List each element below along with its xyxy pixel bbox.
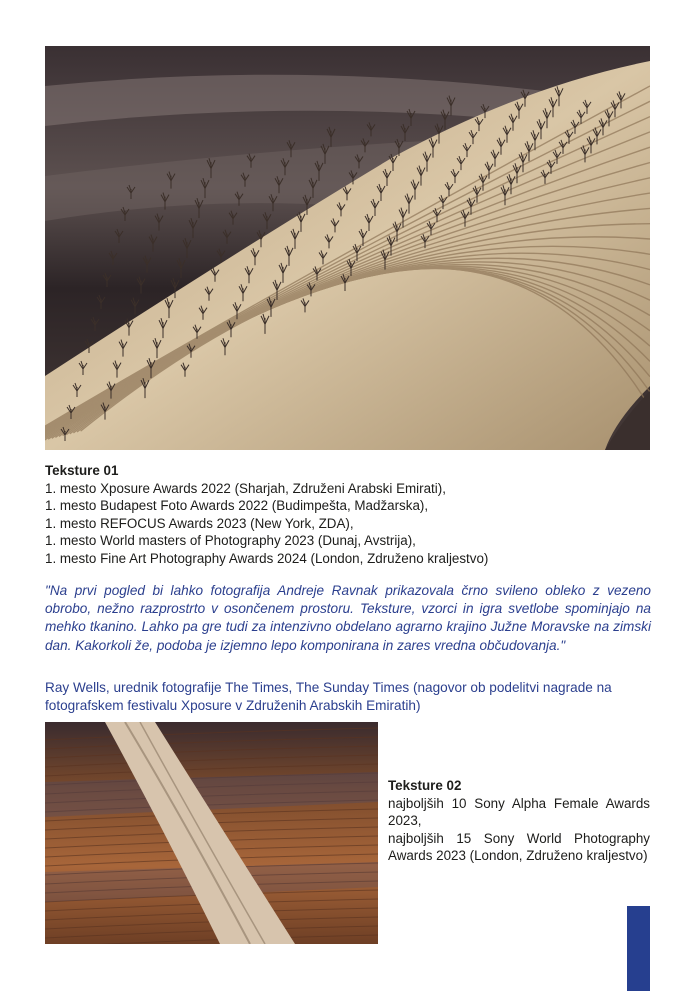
- award-line: 1. mesto World masters of Photography 2023 (Dunaj, Avstrija),: [45, 533, 416, 549]
- award-line: 1. mesto Xposure Awards 2022 (Sharjah, Združeni Arabski Emirati),: [45, 480, 446, 496]
- caption-teksture-01: [45, 462, 655, 568]
- quote: "Na prvi pogled bi lahko fotografija Andreje Ravnak prikazovala črno svileno obleko z vezeno obrobo, nežno razprostrto v osončenem prostoru. Teksture, vzorci in igra svetlobe spominjajo na mehko tkanino. Lahko pa gre tudi za intenzivno obdelano agrarno krajino Južne Moravske na zimski dan. Kakorkoli že, podoba je izjemno lepo komponirana in zares vredna občudovanja.": [45, 583, 651, 653]
- award-line: 1. mesto Fine Art Photography Awards 2024 (London, Združeno kraljestvo): [45, 550, 489, 566]
- award-line: 1. mesto REFOCUS Awards 2023 (New York, ZDA),: [45, 515, 354, 531]
- page-accent-tab: [627, 906, 650, 991]
- quote-attribution: Ray Wells, urednik fotografije The Times, The Sunday Times (nagovor ob podelitvi nagrade na fotografskem festivalu Xposure v Združenih Arabskih Emiratih): [45, 680, 612, 714]
- photo-teksture-02: [45, 722, 378, 944]
- award-line: najboljših 10 Sony Alpha Female Awards 2023,: [388, 795, 650, 829]
- caption-title: Teksture 02: [388, 778, 462, 793]
- award-line: 1. mesto Budapest Foto Awards 2022 (Budimpešta, Madžarska),: [45, 498, 429, 514]
- award-line: najboljših 15 Sony World Photography Awards 2023 (London, Združeno kraljestvo): [388, 830, 650, 864]
- photo-teksture-02-image: [45, 722, 378, 944]
- photo-teksture-01-image: [45, 46, 650, 450]
- caption-teksture-02: [388, 777, 650, 865]
- photo-teksture-01: [45, 46, 650, 450]
- caption-title: Teksture 01: [45, 463, 119, 478]
